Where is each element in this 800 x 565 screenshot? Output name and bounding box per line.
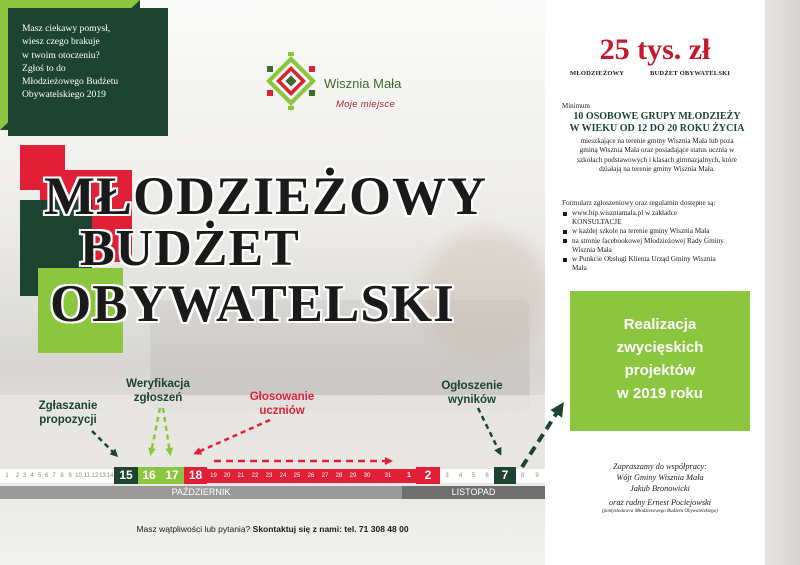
day-oct-7: 7 <box>50 469 58 483</box>
day-oct-3: 3 <box>21 469 28 483</box>
right-edge-photo <box>765 0 800 565</box>
day-oct-4: 4 <box>28 469 36 483</box>
day-oct-23: 23 <box>262 469 276 483</box>
day-oct-16: 16 <box>138 467 160 484</box>
list-item: w każdej szkole na terenie gminy Wisznia Mała <box>562 227 762 236</box>
day-oct-8: 8 <box>58 469 66 483</box>
groups-description: mieszkające na terenie gminy Wisznia Mała lub poza gminą Wisznia Mała oraz posiadające status ucznia w szkołach podstawowych i klasach gimnazjalnych, które działają na terenie gminy Wisznia Mała. <box>577 137 737 174</box>
invitation-block: Zapraszamy do współpracy: Wójt Gminy Wisznia Mała Jakub Bronowicki oraz radny Ernest Pociejowski (pomysłodawca Młodzieżowego Budżetu Obywatelskiego) <box>602 462 718 514</box>
timeline <box>0 469 545 501</box>
month-november: LISTOPAD <box>402 486 545 499</box>
day-oct-14: 14 <box>106 469 114 483</box>
day-oct-5: 5 <box>36 469 43 483</box>
day-oct-12: 12 <box>91 469 99 483</box>
logo-tagline: Moje miejsce <box>336 99 396 110</box>
day-oct-28: 28 <box>332 469 346 483</box>
form-availability-intro: Formularz zgłoszeniowy oraz regulamin dostępne są: <box>562 199 716 207</box>
form-locations-list <box>562 209 762 273</box>
day-oct-6: 6 <box>43 469 50 483</box>
day-oct-30: 30 <box>360 469 374 483</box>
wisznia-mala-logo-icon <box>262 52 320 110</box>
budget-amount-sub-2: BUDŻET OBYWATELSKI <box>650 70 731 77</box>
day-oct-31: 31 <box>374 469 402 483</box>
list-item: www.bip.wiszniamala.pl w zakładce KONSULTACJE <box>562 209 762 227</box>
day-nov-5: 5 <box>467 469 480 483</box>
title-line-1: MŁODZIEŻOWY <box>44 166 488 226</box>
bullet-square-icon <box>563 258 567 262</box>
step-verification-label: Weryfikacja zgłoszeń <box>126 378 190 404</box>
day-nov-1: 1 <box>402 469 416 483</box>
day-oct-18: 18 <box>184 467 207 484</box>
logo-name: Wisznia Mała <box>324 76 402 91</box>
step-results-label: Ogłoszenie wyników <box>441 380 503 406</box>
day-oct-24: 24 <box>276 469 290 483</box>
day-oct-15: 15 <box>114 467 138 484</box>
footer-question: Masz wątpliwości lub pytania? <box>136 524 251 534</box>
day-nov-2: 2 <box>416 467 440 484</box>
day-nov-8: 8 <box>516 469 529 483</box>
realization-text: Realizacja zwycięskich projektów w 2019 roku <box>616 316 704 402</box>
day-nov-3: 3 <box>440 469 454 483</box>
day-nov-9: 9 <box>529 469 545 483</box>
step-voting-label: Głosowanie uczniów <box>249 391 315 417</box>
day-oct-22: 22 <box>248 469 262 483</box>
day-oct-19: 19 <box>207 469 220 483</box>
day-oct-11: 11 <box>83 469 91 483</box>
day-oct-9: 9 <box>66 469 74 483</box>
day-oct-20: 20 <box>220 469 234 483</box>
budget-amount: 25 tys. zł <box>599 33 711 66</box>
day-oct-10: 10 <box>74 469 83 483</box>
footer-phone: Skontaktuj się z nami: tel. 71 308 48 00 <box>252 524 409 534</box>
bullet-square-icon <box>563 230 567 234</box>
day-oct-17: 17 <box>160 467 184 484</box>
day-oct-2: 2 <box>14 469 21 483</box>
day-nov-6: 6 <box>480 469 494 483</box>
day-oct-25: 25 <box>290 469 304 483</box>
minimum-label: Minimum <box>562 102 591 110</box>
day-oct-29: 29 <box>346 469 360 483</box>
bullet-square-icon <box>563 212 567 216</box>
bullet-square-icon <box>563 239 567 243</box>
title-line-2: BUDŻET <box>80 220 300 277</box>
month-october: PAŹDZIERNIK <box>0 486 402 499</box>
day-oct-13: 13 <box>99 469 106 483</box>
step-submission-label: Zgłaszanie propozycji <box>38 400 98 426</box>
budget-amount-sub-1: MŁODZIEŻOWY <box>570 70 625 77</box>
list-item: w Punkcie Obsługi Klienta Urząd Gminy Wisznia Mała <box>562 255 762 273</box>
title-line-3: OBYWATELSKI <box>50 275 455 333</box>
day-oct-27: 27 <box>318 469 332 483</box>
day-oct-21: 21 <box>234 469 248 483</box>
intro-text: Masz ciekawy pomysł, wiesz czego brakuje w twoim otoczeniu? Zgłoś to do Młodzieżowego Budżetu Obywatelskiego 2019 <box>22 23 119 101</box>
list-item: na stronie facebookowej Młodzieżowej Rady Gminy Wisznia Mała <box>562 237 762 255</box>
groups-heading: 10 OSOBOWE GRUPY MŁODZIEŻY W WIEKU OD 12 DO 20 ROKU ŻYCIA <box>569 111 745 134</box>
day-oct-26: 26 <box>304 469 318 483</box>
day-oct-1: 1 <box>0 469 14 483</box>
timeline-days-row <box>0 469 545 483</box>
day-nov-4: 4 <box>454 469 467 483</box>
day-nov-7: 7 <box>494 467 516 484</box>
footer-contact <box>0 524 545 534</box>
